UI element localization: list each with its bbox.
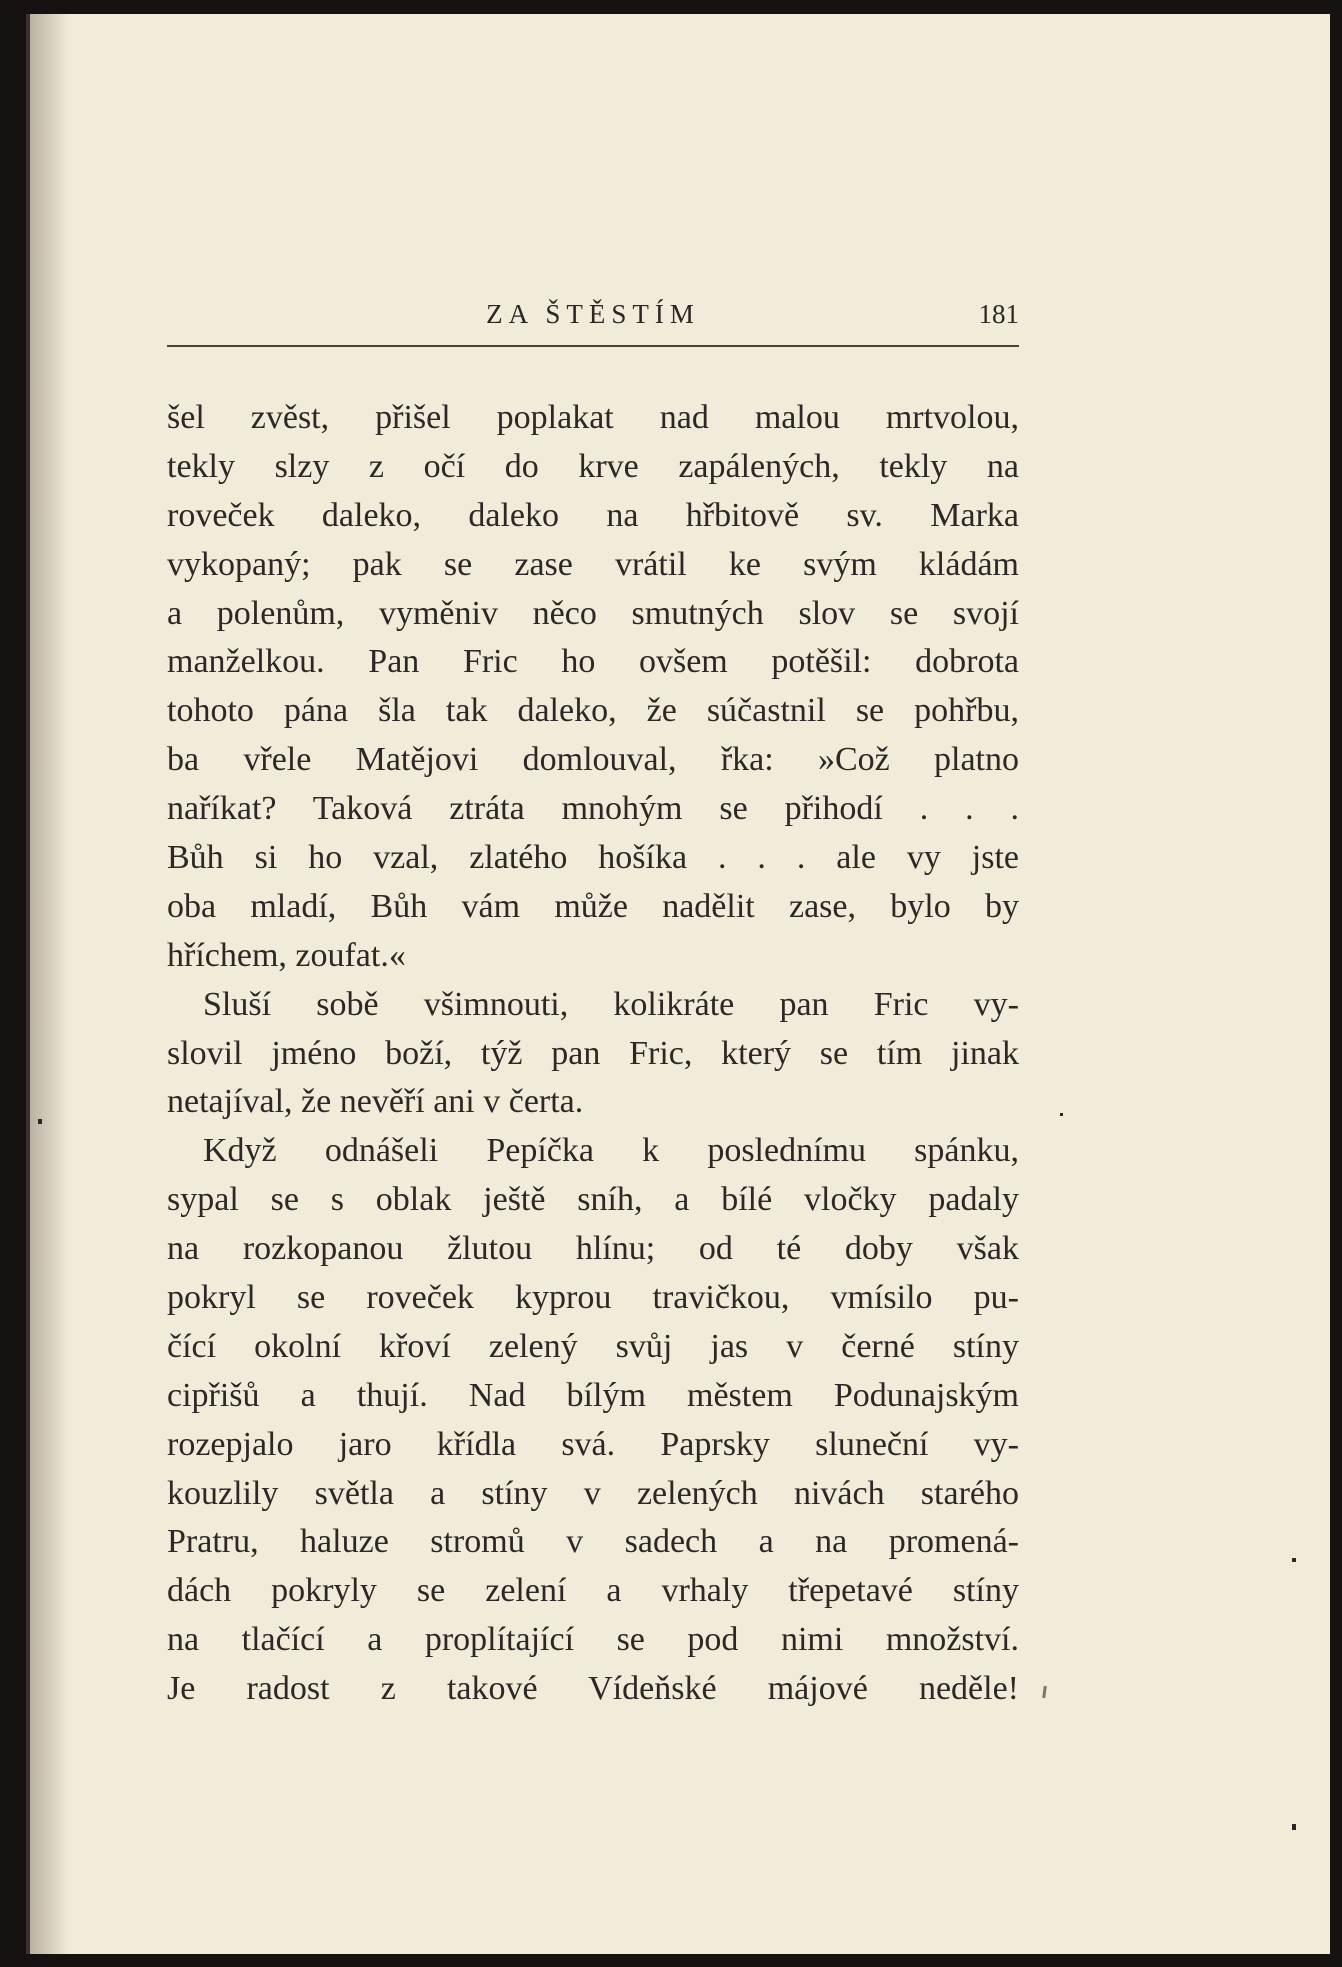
text-line: Když odnášeli Pepíčka k poslednímu spánku,: [203, 1132, 1019, 1170]
text-line: hříchem, zoufat.«: [167, 936, 406, 974]
page-number: 181: [978, 299, 1019, 329]
text-line: naříkat? Taková ztráta mnohým se přihodí . . .: [167, 790, 1019, 828]
text-line: ba vřele Matějovi domlouval, řka: »Což platno: [167, 741, 1019, 779]
text-line: tekly slzy z očí do krve zapálených, tekly na: [167, 447, 1019, 485]
text-line: Je radost z takové Vídeňské májové neděle!: [167, 1670, 1019, 1708]
text-line: šel zvěst, přišel poplakat nad malou mrtvolou,: [167, 399, 1019, 436]
text-line: cipřišů a thují. Nad bílým městem Podunajským: [167, 1376, 1019, 1414]
text-line: sypal se s oblak ještě sníh, a bílé vločky padaly: [167, 1181, 1019, 1219]
text-line: Sluší sobě všimnouti, kolikráte pan Fric vy-: [203, 985, 1019, 1023]
scan-speck: [1060, 1113, 1063, 1116]
text-line: a polenům, vyměniv něco smutných slov se svojí: [167, 594, 1019, 632]
text-line: rozepjalo jaro křídla svá. Paprsky sluneční vy-: [167, 1425, 1019, 1463]
text-line: na tlačící a proplítající se pod nimi množství.: [167, 1621, 1019, 1659]
scan-speck: [38, 1119, 42, 1124]
scan-speck: [1292, 1824, 1296, 1830]
text-line: Bůh si ho vzal, zlatého hošíka . . . ale vy jste: [167, 839, 1019, 877]
body-text: [167, 394, 1019, 1714]
text-line: netajíval, že nevěří ani v čerta.: [167, 1083, 584, 1121]
text-line: dách pokryly se zelení a vrhaly třepetavé stíny: [167, 1572, 1019, 1610]
text-line: tohoto pána šla tak daleko, že súčastnil se pohřbu,: [167, 692, 1019, 730]
page-header: [167, 299, 1019, 347]
text-line: Pratru, haluze stromů v sadech a na promená-: [167, 1523, 1019, 1561]
text-line: roveček daleko, daleko na hřbitově sv. Marka: [167, 496, 1019, 534]
text-line: manželkou. Pan Fric ho ovšem potěšil: dobrota: [167, 643, 1019, 681]
text-line: čící okolní křoví zelený svůj jas v černé stíny: [167, 1327, 1019, 1365]
book-page: [26, 14, 1330, 1954]
scan-speck: [1292, 1558, 1296, 1562]
text-line: pokryl se roveček kyprou travičkou, vmísilo pu-: [167, 1279, 1019, 1317]
text-line: oba mladí, Bůh vám může nadělit zase, bylo by: [167, 887, 1019, 925]
text-line: na rozkopanou žlutou hlínu; od té doby však: [167, 1230, 1019, 1268]
text-line: vykopaný; pak se zase vrátil ke svým kládám: [167, 545, 1019, 583]
text-line: slovil jméno boží, týž pan Fric, který se tím jinak: [167, 1034, 1019, 1072]
scan-speck: [1042, 1686, 1047, 1698]
text-line: kouzlily světla a stíny v zelených nivách starého: [167, 1474, 1019, 1512]
running-title: ZA ŠTĚSTÍM: [486, 299, 700, 329]
